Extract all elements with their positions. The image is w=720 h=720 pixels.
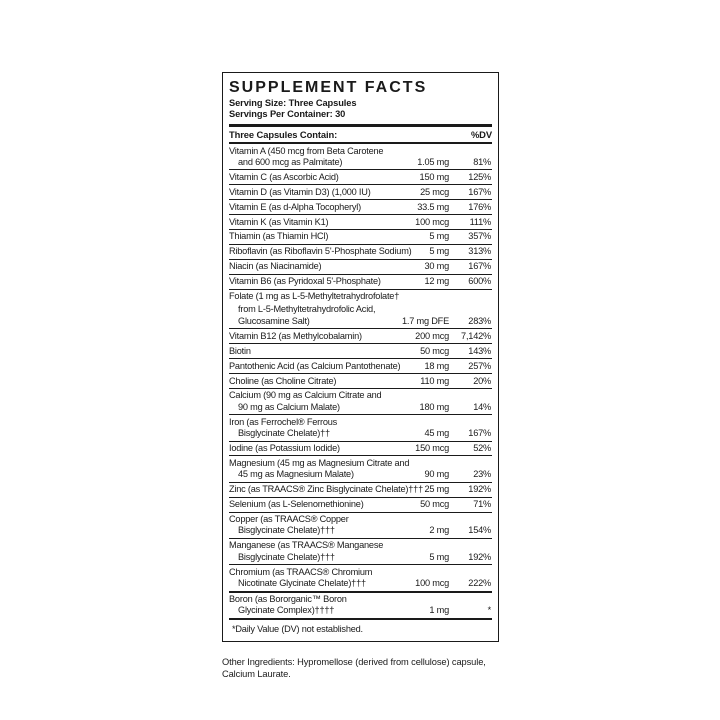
nutrient-amount: 50 mcg bbox=[420, 499, 449, 510]
table-row bbox=[229, 229, 492, 244]
column-header-dv: %DV bbox=[470, 129, 492, 140]
nutrient-amount: 90 mg bbox=[424, 469, 449, 480]
nutrient-name bbox=[229, 390, 492, 413]
nutrient-name bbox=[229, 261, 492, 272]
nutrient-name-line: Vitamin K (as Vitamin K1) bbox=[229, 216, 329, 227]
label-area bbox=[222, 72, 522, 680]
table-header-row bbox=[229, 124, 492, 144]
nutrient-dv: 222% bbox=[468, 578, 491, 589]
nutrient-name bbox=[229, 291, 492, 327]
nutrient-name-line: Glucosamine Salt) bbox=[238, 315, 310, 326]
nutrient-name-line: Selenium (as L-Selenomethionine) bbox=[229, 499, 364, 510]
nutrient-dv: 313% bbox=[468, 246, 491, 257]
table-row bbox=[229, 538, 492, 564]
nutrient-amount: 12 mg bbox=[424, 276, 449, 287]
nutrient-name bbox=[229, 499, 492, 510]
nutrient-name-line: Thiamin (as Thiamin HCl) bbox=[229, 231, 329, 242]
nutrient-dv: 52% bbox=[473, 443, 491, 454]
table-row bbox=[229, 373, 492, 388]
table-row bbox=[229, 199, 492, 214]
nutrient-name-line: Copper (as TRAACS® Copper bbox=[229, 514, 349, 525]
nutrient-name-line: and 600 mcg as Palmitate) bbox=[238, 156, 343, 167]
nutrient-dv: 7,142% bbox=[461, 330, 491, 341]
nutrient-amount: 5 mg bbox=[429, 246, 449, 257]
nutrient-amount: 5 mg bbox=[429, 551, 449, 562]
nutrient-amount: 1 mg bbox=[429, 605, 449, 616]
nutrient-name-line: Iron (as Ferrochel® Ferrous bbox=[229, 416, 338, 427]
nutrient-dv: 357% bbox=[468, 231, 491, 242]
nutrient-dv: 23% bbox=[473, 469, 491, 480]
table-row bbox=[229, 388, 492, 414]
table-row bbox=[229, 512, 492, 538]
nutrient-amount: 200 mcg bbox=[415, 330, 449, 341]
table-row bbox=[229, 497, 492, 512]
nutrient-amount: 180 mg bbox=[419, 401, 449, 412]
nutrient-amount: 100 mcg bbox=[415, 216, 449, 227]
nutrient-amount: 150 mcg bbox=[415, 443, 449, 454]
nutrient-name-line: Calcium (90 mg as Calcium Citrate and bbox=[229, 390, 382, 401]
nutrient-name-line: 90 mg as Calcium Malate) bbox=[238, 401, 340, 412]
nutrient-dv: 20% bbox=[473, 375, 491, 386]
nutrient-name-line: Glycinate Complex)†††† bbox=[238, 605, 335, 616]
nutrient-amount: 5 mg bbox=[429, 231, 449, 242]
nutrient-name-line: Manganese (as TRAACS® Manganese bbox=[229, 540, 384, 551]
nutrient-name-line: Biotin bbox=[229, 345, 251, 356]
nutrient-name-line: Vitamin B12 (as Methylcobalamin) bbox=[229, 330, 362, 341]
nutrient-dv: 154% bbox=[468, 525, 491, 536]
nutrient-dv: 167% bbox=[468, 428, 491, 439]
dv-footnote: *Daily Value (DV) not established. bbox=[229, 618, 492, 641]
nutrient-name-line: Choline (as Choline Citrate) bbox=[229, 375, 337, 386]
nutrient-name-line: 45 mg as Magnesium Malate) bbox=[238, 469, 354, 480]
nutrient-name-line: Boron (as Bororganic™ Boron bbox=[229, 594, 347, 604]
nutrient-name bbox=[229, 231, 492, 242]
table-row bbox=[229, 328, 492, 343]
nutrient-amount: 100 mcg bbox=[415, 578, 449, 589]
table-row bbox=[229, 358, 492, 373]
nutrient-amount: 25 mcg bbox=[420, 186, 449, 197]
nutrient-dv: 192% bbox=[468, 551, 491, 562]
nutrient-name bbox=[229, 443, 492, 454]
nutrient-dv: 167% bbox=[468, 186, 491, 197]
nutrient-name-line: Magnesium (45 mg as Magnesium Citrate and bbox=[229, 457, 410, 468]
nutrient-dv: 192% bbox=[468, 484, 491, 495]
serving-info bbox=[229, 97, 492, 124]
nutrient-dv: 257% bbox=[468, 360, 491, 371]
nutrient-dv: 176% bbox=[468, 201, 491, 212]
other-ingredients-line: Other Ingredients: Hypromellose (derived from cellulose) capsule, bbox=[222, 657, 486, 668]
servings-per-container: Servings Per Container: 30 bbox=[229, 109, 346, 119]
nutrient-name-line: Iodine (as Potassium Iodide) bbox=[229, 443, 340, 454]
nutrient-amount: 30 mg bbox=[424, 261, 449, 272]
column-header-contents: Three Capsules Contain: bbox=[229, 129, 338, 140]
nutrient-name bbox=[229, 331, 492, 342]
table-row bbox=[229, 169, 492, 184]
nutrient-amount: 25 mg bbox=[424, 484, 449, 495]
nutrient-dv: 143% bbox=[468, 345, 491, 356]
nutrient-name bbox=[229, 567, 492, 590]
nutrient-name-line: Zinc (as TRAACS® Zinc Bisglycinate Chelate)††† bbox=[229, 484, 423, 495]
nutrient-dv: 125% bbox=[468, 171, 491, 182]
table-row bbox=[229, 244, 492, 259]
table-row bbox=[229, 591, 492, 618]
nutrient-amount: 45 mg bbox=[424, 428, 449, 439]
table-row bbox=[229, 289, 492, 329]
nutrient-name bbox=[229, 376, 492, 387]
nutrient-name-line: Pantothenic Acid (as Calcium Pantothenate) bbox=[229, 360, 401, 371]
nutrient-name-line: Bisglycinate Chelate)††† bbox=[238, 551, 335, 562]
nutrient-name bbox=[229, 276, 492, 287]
nutrient-name-line: Niacin (as Niacinamide) bbox=[229, 261, 322, 272]
nutrient-amount: 2 mg bbox=[429, 525, 449, 536]
nutrient-name-line: Vitamin B6 (as Pyridoxal 5'-Phosphate) bbox=[229, 276, 381, 287]
nutrient-name bbox=[229, 594, 492, 617]
nutrient-amount: 18 mg bbox=[424, 360, 449, 371]
supplement-facts-panel bbox=[222, 72, 499, 642]
table-row bbox=[229, 274, 492, 289]
nutrient-dv: 167% bbox=[468, 261, 491, 272]
nutrient-dv: 81% bbox=[473, 156, 491, 167]
nutrient-name bbox=[229, 246, 492, 257]
table-row bbox=[229, 259, 492, 274]
nutrient-name-line: Riboflavin (as Riboflavin 5'-Phosphate Sodium) bbox=[229, 246, 412, 257]
table-row bbox=[229, 441, 492, 456]
nutrient-name bbox=[229, 346, 492, 357]
nutrient-amount: 1.7 mg DFE bbox=[401, 315, 449, 326]
nutrient-name-line: Vitamin C (as Ascorbic Acid) bbox=[229, 171, 339, 182]
nutrient-rows bbox=[229, 144, 492, 618]
nutrient-name bbox=[229, 514, 492, 537]
nutrient-name-line: Folate (1 mg as L-5-Methyltetrahydrofolate† bbox=[229, 291, 400, 302]
table-row bbox=[229, 455, 492, 481]
nutrient-amount: 110 mg bbox=[420, 375, 449, 386]
nutrient-name bbox=[229, 217, 492, 228]
nutrient-name-line: from L-5-Methyltetrahydrofolic Acid, bbox=[238, 304, 376, 315]
table-row bbox=[229, 184, 492, 199]
table-row bbox=[229, 482, 492, 497]
nutrient-amount: 150 mg bbox=[419, 171, 449, 182]
nutrient-dv: * bbox=[487, 605, 491, 616]
nutrient-name bbox=[229, 202, 492, 213]
nutrient-amount: 33.5 mg bbox=[417, 201, 449, 212]
nutrient-name-line: Nicotinate Glycinate Chelate)††† bbox=[238, 578, 366, 589]
nutrient-dv: 71% bbox=[473, 499, 491, 510]
nutrient-name bbox=[229, 187, 492, 198]
nutrient-name bbox=[229, 417, 492, 440]
nutrient-name-line: Vitamin E (as d-Alpha Tocopheryl) bbox=[229, 201, 361, 212]
nutrient-name-line: Bisglycinate Chelate)†† bbox=[238, 428, 330, 439]
other-ingredients-line: Calcium Laurate. bbox=[222, 669, 291, 680]
nutrient-amount: 1.05 mg bbox=[417, 156, 449, 167]
table-row bbox=[229, 343, 492, 358]
nutrient-dv: 283% bbox=[468, 315, 491, 326]
table-row bbox=[229, 564, 492, 590]
nutrient-name bbox=[229, 540, 492, 563]
nutrient-name-line: Chromium (as TRAACS® Chromium bbox=[229, 566, 373, 577]
nutrient-dv: 111% bbox=[469, 216, 491, 227]
nutrient-name-line: Bisglycinate Chelate)††† bbox=[238, 525, 335, 536]
table-row bbox=[229, 414, 492, 440]
panel-title: SUPPLEMENT FACTS bbox=[229, 79, 428, 96]
nutrient-name bbox=[229, 146, 492, 169]
nutrient-name bbox=[229, 172, 492, 183]
nutrient-dv: 14% bbox=[473, 401, 491, 412]
nutrient-name bbox=[229, 484, 492, 495]
nutrient-name-line: Vitamin A (450 mcg from Beta Carotene bbox=[229, 145, 384, 156]
other-ingredients bbox=[222, 656, 522, 680]
nutrient-name-line: Vitamin D (as Vitamin D3) (1,000 IU) bbox=[229, 186, 371, 197]
nutrient-name bbox=[229, 458, 492, 481]
nutrient-amount: 50 mcg bbox=[420, 345, 449, 356]
nutrient-name bbox=[229, 361, 492, 372]
serving-size: Serving Size: Three Capsules bbox=[229, 98, 357, 108]
table-row bbox=[229, 144, 492, 169]
table-row bbox=[229, 214, 492, 229]
nutrient-dv: 600% bbox=[468, 276, 491, 287]
